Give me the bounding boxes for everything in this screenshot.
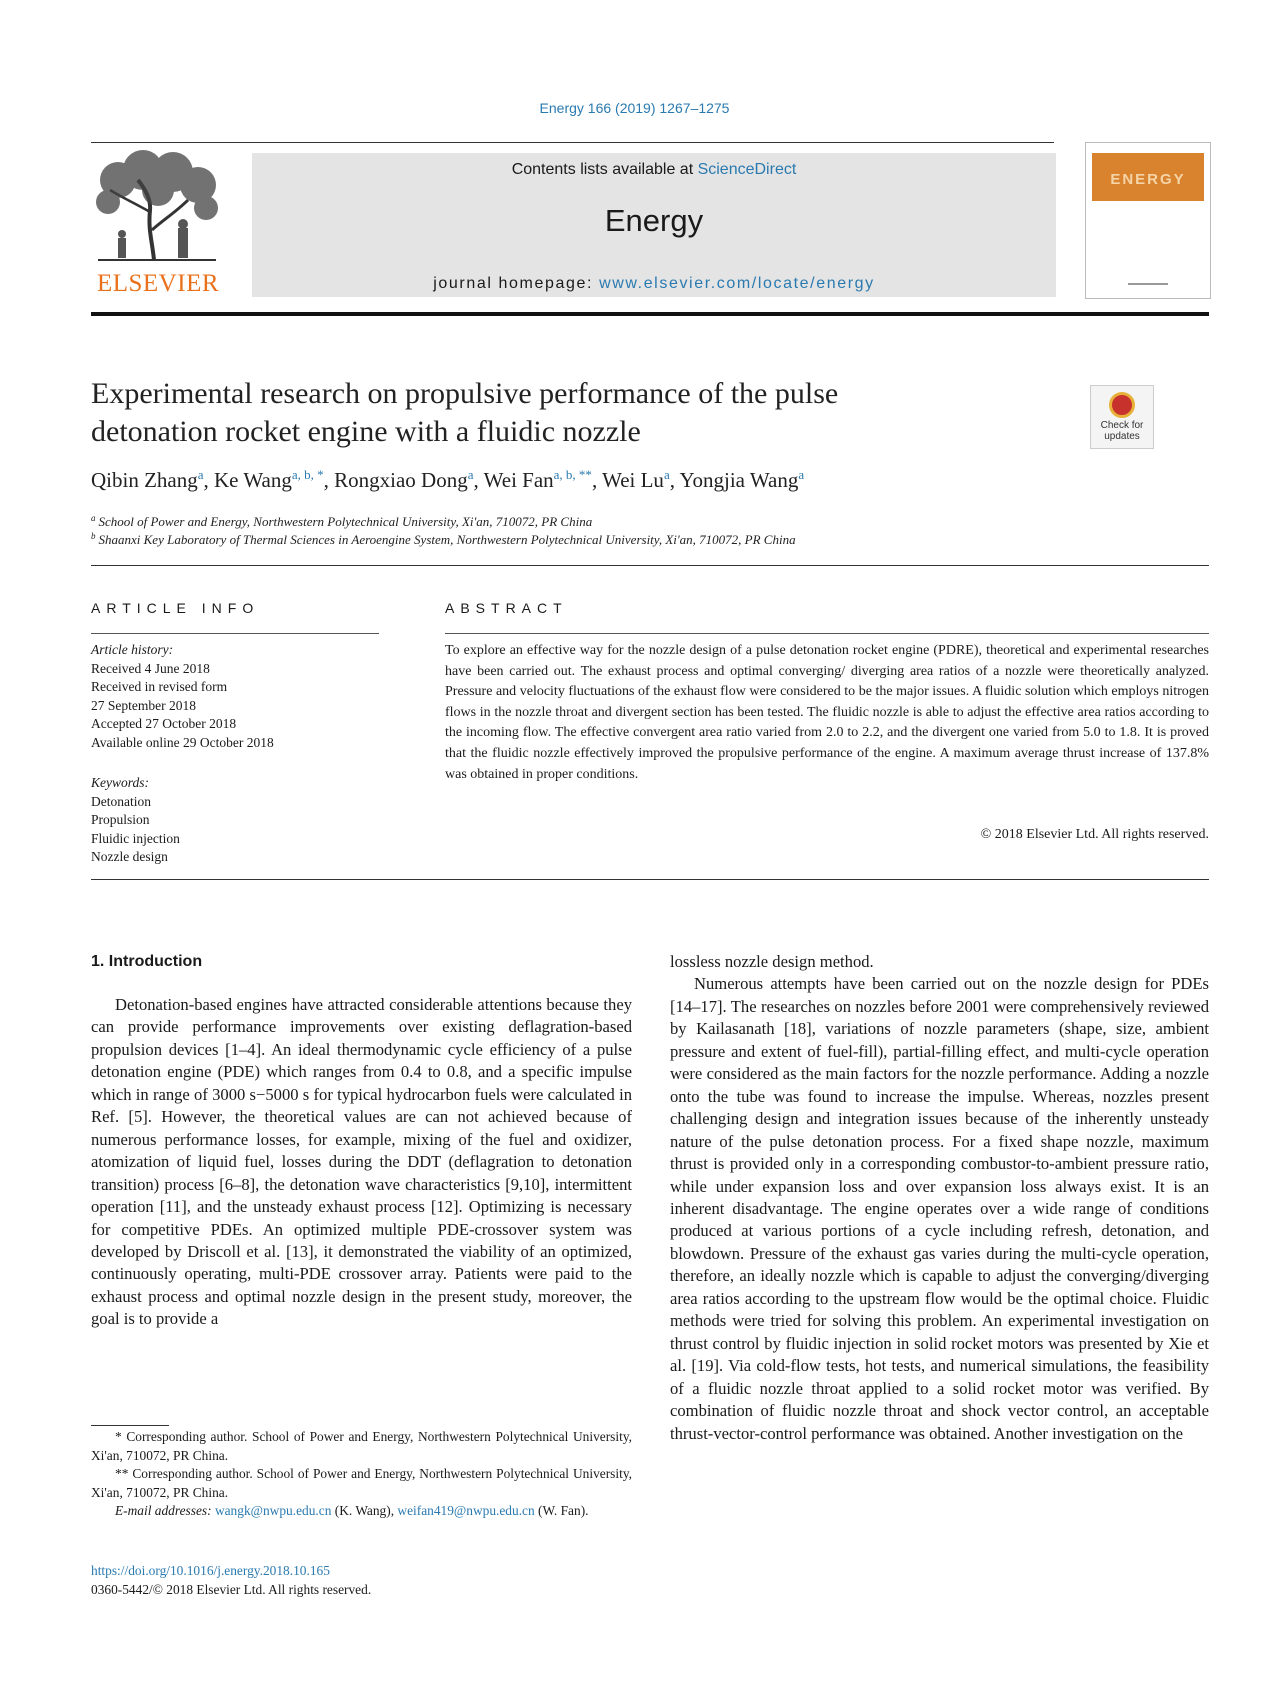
article-info-heading: ARTICLE INFO: [91, 600, 260, 616]
body-paragraph: Numerous attempts have been carried out on the nozzle design for PDEs [14–17]. The researches on nozzles before 2001 were comprehensively reviewed by Kailasanath [18], variations of nozzle parameters (shape, size, ambient pressure and extent of fuel-fill), partial-filling effect, and multi-cycle operation were considered as the main factors for the nozzle performance. Adding a nozzle onto the tube was found to increase the impulse. Whereas, nozzles present challenging design and integration issues because of the inherently unsteady nature of the pulse detonation process. For a fixed shape nozzle, maximum thrust is provided only in a corresponding combustor-to-ambient pressure ratio, while under expansion loss and over expansion loss always exist. It is an inherent disadvantage. The engine operates over a wide range of conditions produced at various portions of a cycle including refresh, detonation, and blowdown. Pressure of the exhaust gas varies during the multi-cycle operation, therefore, an ideally nozzle which is capable to adjust the converging/diverging area ratios according to the upstream flow would be the optimal choice. Fluidic methods were tried for solving this problem. An experimental investigation on thrust control by fluidic injection in solid rocket motors was presented by Xie et al. [19]. Via cold-flow tests, hot tests, and numerical simulations, the feasibility of a fluidic nozzle throat applied to a solid rocket motor was verified. By combination of fluidic nozzle throat and shock vector control, an acceptable thrust-vector-control performance was obtained. Another investigation on the: [670, 974, 1209, 1443]
affiliation-mark: b: [91, 531, 96, 541]
author-list: [91, 467, 1091, 493]
author-separator: ,: [203, 468, 215, 492]
body-right-column: [670, 951, 1209, 1445]
article-info-divider: [91, 633, 379, 634]
article-history: [91, 641, 391, 753]
cover-publisher-mark: [1086, 280, 1210, 290]
abstract-divider: [445, 633, 1209, 634]
keyword-item: Fluidic injection: [91, 830, 180, 846]
email-link-fan[interactable]: weifan419@nwpu.edu.cn: [397, 1503, 535, 1519]
footnote-divider: [91, 1425, 169, 1426]
header-thick-divider: [91, 312, 1209, 316]
author-name[interactable]: Ke Wang: [214, 468, 292, 492]
sciencedirect-link[interactable]: ScienceDirect: [697, 161, 797, 178]
author-name[interactable]: Rongxiao Dong: [334, 468, 468, 492]
homepage-line: [252, 275, 1056, 293]
affiliation-b: [91, 531, 796, 548]
email-link-wang[interactable]: wangk@nwpu.edu.cn: [214, 1503, 332, 1519]
keywords-label: Keywords:: [91, 775, 149, 790]
tree-logo-graphic: [88, 150, 226, 270]
keyword-item: Detonation: [91, 793, 151, 809]
article-title: [91, 375, 991, 451]
abstract-text: To explore an effective way for the nozzle design of a pulse detonation rocket engine (PDRE), theoretical and experimental researches have been carried out. The exhaust process and optimal converging/ diverging area ratios of a nozzle were theoretically analyzed. Pressure and velocity fluctuations of the exhaust flow were considered to be the major issues. A fluidic solution which employs nitrogen flows in the nozzle throat and divergent section has been tested. The fluidic nozzle is able to adjust the effective area ratios according to the incoming flow. The effective convergent area ratio varied from 2.0 to 2.2, and the divergent one varied from 5.0 to 1.8. It is proved that the fluidic nozzle effectively improved the propulsive performance of the engine. A maximum average thrust increase of 137.8% was obtained in proper conditions.: [445, 643, 1209, 782]
footnote-corresponding-2: ** Corresponding author. School of Power and Energy, Northwestern Polytechnical University, Xi'an, 710072, PR China.: [91, 1466, 632, 1500]
keyword-item: Nozzle design: [91, 849, 168, 865]
history-revised-date: 27 September 2018: [91, 697, 196, 713]
check-for-updates-badge[interactable]: [1090, 385, 1154, 449]
author-affil-mark[interactable]: a: [467, 467, 474, 482]
footnote-emails: [91, 1502, 632, 1521]
issn-copyright: 0360-5442/© 2018 Elsevier Ltd. All rights reserved.: [91, 1582, 372, 1597]
abstract-copyright: © 2018 Elsevier Ltd. All rights reserved.: [980, 827, 1209, 842]
author-separator: ,: [323, 468, 335, 492]
journal-masthead: [252, 153, 1056, 297]
author-name[interactable]: Yongjia Wang: [679, 468, 799, 492]
author-affil-mark[interactable]: a: [197, 467, 204, 482]
publisher-name: ELSEVIER: [96, 270, 220, 297]
footnotes: [91, 1428, 632, 1521]
author-separator: ,: [669, 468, 680, 492]
cover-title: ENERGY: [1110, 171, 1186, 188]
author-name[interactable]: Wei Fan: [483, 468, 554, 492]
history-accepted: Accepted 27 October 2018: [91, 716, 237, 732]
history-online: Available online 29 October 2018: [91, 734, 274, 750]
affiliation-text: Shaanxi Key Laboratory of Thermal Sciences in Aeroengine System, Northwestern Polytechnical University, Xi'an, 710072, PR China: [98, 532, 796, 547]
journal-cover-thumbnail[interactable]: [1085, 142, 1211, 299]
crossmark-icon: [1109, 392, 1135, 418]
email-owner-wang: (K. Wang),: [331, 1503, 398, 1519]
author-name[interactable]: Qibin Zhang: [91, 468, 198, 492]
keywords-block: [91, 774, 391, 867]
doi-link[interactable]: https://doi.org/10.1016/j.energy.2018.10.165: [91, 1563, 330, 1578]
affiliation-divider: [91, 565, 1209, 566]
author-separator: ,: [473, 468, 484, 492]
author-affil-mark[interactable]: a: [663, 467, 670, 482]
footnote-corresponding-1: * Corresponding author. School of Power and Energy, Northwestern Polytechnical University, Xi'an, 710072, PR China.: [91, 1429, 632, 1463]
contents-prefix: Contents lists available at: [511, 161, 698, 178]
author-name[interactable]: Wei Lu: [602, 468, 664, 492]
article-title-line1: Experimental research on propulsive performance of the pulse: [91, 377, 839, 410]
history-received: Received 4 June 2018: [91, 660, 210, 676]
body-paragraph: lossless nozzle design method.: [670, 952, 874, 971]
cover-band: [1092, 153, 1204, 201]
email-owner-fan: (W. Fan).: [538, 1503, 589, 1519]
homepage-prefix: journal homepage:: [433, 275, 600, 292]
affiliation-mark: a: [91, 513, 96, 523]
abstract-bottom-divider: [91, 879, 1209, 880]
keyword-item: Propulsion: [91, 812, 150, 828]
author-affil-mark[interactable]: a, b, *: [291, 467, 324, 482]
crossmark-label-line2: updates: [1104, 431, 1140, 442]
affiliation-a: [91, 513, 592, 530]
affiliation-text: School of Power and Energy, Northwestern Polytechnical University, Xi'an, 710072, PR China: [98, 514, 593, 529]
article-title-line2: detonation rocket engine with a fluidic nozzle: [91, 415, 641, 448]
abstract-heading: ABSTRACT: [445, 600, 568, 616]
section-heading-introduction: 1. Introduction: [91, 953, 203, 970]
history-label: Article history:: [91, 642, 174, 657]
author-affil-mark[interactable]: a: [798, 467, 805, 482]
author-affil-mark[interactable]: a, b, **: [553, 467, 592, 482]
history-revised: Received in revised form: [91, 679, 228, 695]
body-paragraph: Detonation-based engines have attracted considerable attentions because they can provide performance improvements over existing deflagration-based propulsion devices [1–4]. An ideal thermodynamic cycle efficiency of a pulse detonation engine (PDE) which ranges from 0.4 to 0.8, and a specific impulse which in range of 3000 s−5000 s for typical hydrocarbon fuels were calculated in Ref. [5]. However, the theoretical values are can not achieved because of numerous performance losses, for example, mixing of the fuel and oxidizer, atomization of liquid fuel, losses during the DDT (deflagration to detonation transition) process [6–8], the detonation wave characteristics [9,10], intermittent operation [11], and the unsteady exhaust process [12]. Optimizing is necessary for competitive PDEs. An optimized multiple PDE-crossover system was developed by Driscoll et al. [13], it demonstrated the viability of an optimized, continuously operating, multi-PDE crossover array. Patients were paid to the exhaust process and optimal nozzle design in the present study, moreover, the goal is to provide a: [91, 995, 632, 1329]
body-left-column: [91, 994, 632, 1331]
header-divider: [91, 142, 1054, 143]
crossmark-label: [1091, 420, 1153, 442]
journal-name: Energy: [604, 203, 704, 238]
email-label: E-mail addresses:: [115, 1503, 212, 1519]
contents-line: [252, 161, 1056, 179]
journal-reference[interactable]: Energy 166 (2019) 1267–1275: [539, 100, 730, 116]
homepage-link[interactable]: www.elsevier.com/locate/energy: [599, 275, 875, 292]
crossmark-label-line1: Check for: [1100, 420, 1144, 431]
author-separator: ,: [591, 468, 603, 492]
